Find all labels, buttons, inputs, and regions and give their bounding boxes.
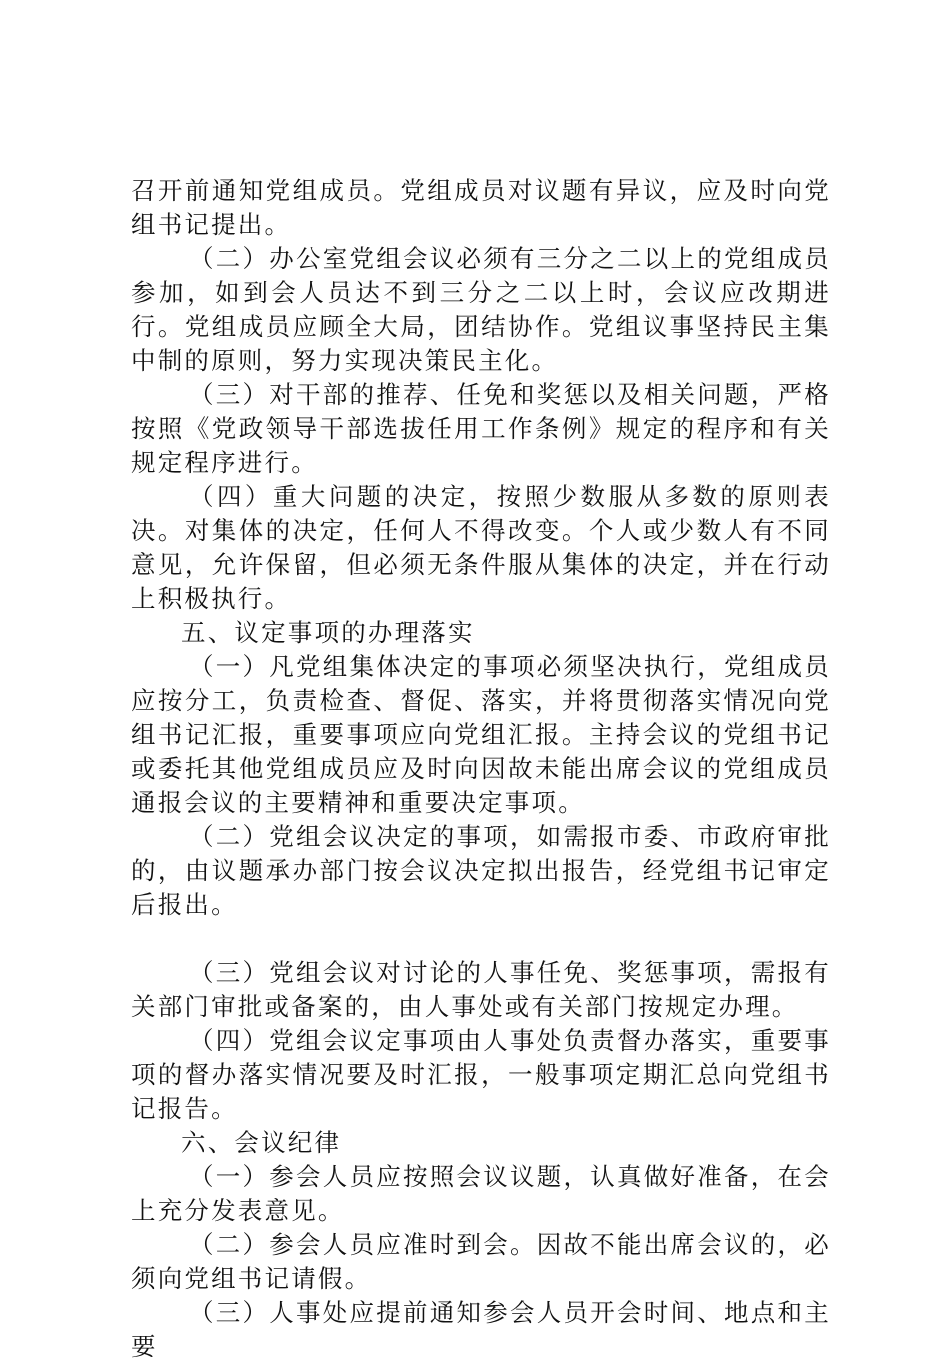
section-heading-implementation: 五、议定事项的办理落实: [181, 618, 475, 647]
paragraph-cadre-appointment: （三）对干部的推荐、任免和奖惩以及相关问题，严格按照《党政领导干部选拔任用工作条例》规定的程序和有关规定程序进行。: [131, 380, 831, 477]
paragraph-notification: （三）人事处应提前通知参会人员开会时间、地点和主要: [131, 1298, 831, 1361]
paragraph-major-decisions: （四）重大问题的决定，按照少数服从多数的原则表决。对集体的决定，任何人不得改变。个人或少数人有不同意见，允许保留，但必须无条件服从集体的决定，并在行动上积极执行。: [131, 482, 831, 613]
paragraph-approval-report: （二）党组会议决定的事项，如需报市委、市政府审批的，由议题承办部门按会议决定拟出报告，经党组书记审定后报出。: [131, 822, 831, 919]
paragraph-execution: （一）凡党组集体决定的事项必须坚决执行，党组成员应按分工，负责检查、督促、落实，并将贯彻落实情况向党组书记汇报，重要事项应向党组汇报。主持会议的党组书记或委托其他党组成员应及时向因故未能出席会议的党组成员通报会议的主要精神和重要决定事项。: [131, 652, 831, 817]
paragraph-continuation: 召开前通知党组成员。党组成员对议题有异议，应及时向党组书记提出。: [131, 176, 831, 239]
paragraph-attendance: （二）参会人员应准时到会。因故不能出席会议的，必须向党组书记请假。: [131, 1230, 831, 1293]
section-heading-discipline: 六、会议纪律: [181, 1128, 342, 1157]
paragraph-quorum: （二）办公室党组会议必须有三分之二以上的党组成员参加，如到会人员达不到三分之二以上时，会议应改期进行。党组成员应顾全大局，团结协作。党组议事坚持民主集中制的原则，努力实现决策民主化。: [131, 244, 831, 375]
paragraph-preparation: （一）参会人员应按照会议议题，认真做好准备，在会上充分发表意见。: [131, 1162, 831, 1225]
document-body: [131, 174, 831, 1364]
paragraph-spacer: [131, 922, 831, 956]
paragraph-supervision: （四）党组会议定事项由人事处负责督办落实，重要事项的督办落实情况要及时汇报，一般事项定期汇总向党组书记报告。: [131, 1026, 831, 1123]
paragraph-personnel-matters: （三）党组会议对讨论的人事任免、奖惩事项，需报有关部门审批或备案的，由人事处或有关部门按规定办理。: [131, 958, 831, 1021]
